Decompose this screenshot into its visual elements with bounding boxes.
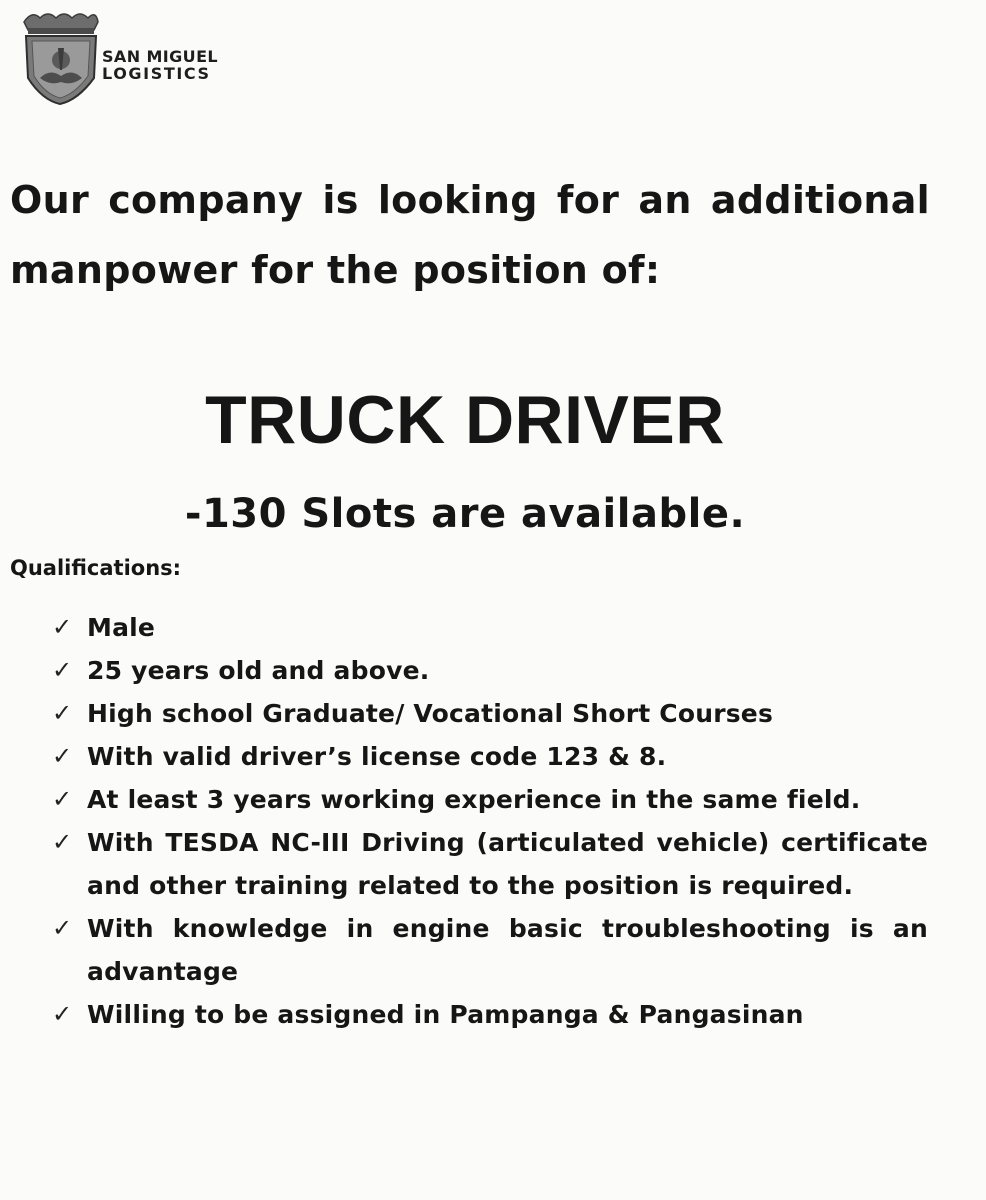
qualification-text: With TESDA NC-III Driving (articulated vehicle) certificate and other training related to the position is required. bbox=[87, 828, 928, 900]
list-item bbox=[52, 778, 928, 821]
check-icon: ✓ bbox=[52, 742, 73, 770]
check-icon: ✓ bbox=[52, 1000, 73, 1028]
company-name bbox=[102, 48, 218, 82]
check-icon: ✓ bbox=[52, 785, 73, 813]
qualifications-heading: Qualifications: bbox=[10, 556, 182, 580]
slots-available: -130 Slots are available. bbox=[184, 491, 746, 537]
list-item bbox=[52, 649, 928, 692]
qualifications-list bbox=[52, 606, 928, 1036]
shield-crest-icon bbox=[18, 8, 102, 108]
position-title: TRUCK DRIVER bbox=[205, 382, 725, 458]
check-icon: ✓ bbox=[52, 914, 73, 942]
check-icon: ✓ bbox=[52, 656, 73, 684]
qualification-text: At least 3 years working experience in the same field. bbox=[87, 785, 861, 814]
list-item bbox=[52, 692, 928, 735]
list-item bbox=[52, 821, 928, 907]
qualification-text: Willing to be assigned in Pampanga & Pangasinan bbox=[87, 1000, 804, 1029]
list-item bbox=[52, 993, 928, 1036]
qualification-text: With valid driver’s license code 123 & 8. bbox=[87, 742, 667, 771]
list-item bbox=[52, 735, 928, 778]
check-icon: ✓ bbox=[52, 613, 73, 641]
company-name-line2: LOGISTICS bbox=[102, 64, 211, 83]
company-logo bbox=[18, 8, 268, 108]
company-name-line1: SAN MIGUEL bbox=[102, 47, 218, 66]
qualification-text: With knowledge in engine basic troubleshooting is an advantage bbox=[87, 914, 928, 986]
qualification-text: Male bbox=[87, 613, 156, 642]
qualification-text: High school Graduate/ Vocational Short Courses bbox=[87, 699, 774, 728]
check-icon: ✓ bbox=[52, 828, 73, 856]
intro-text: Our company is looking for an additional manpower for the position of: bbox=[10, 178, 930, 292]
list-item bbox=[52, 606, 928, 649]
check-icon: ✓ bbox=[52, 699, 73, 727]
qualification-text: 25 years old and above. bbox=[87, 656, 430, 685]
list-item bbox=[52, 907, 928, 993]
